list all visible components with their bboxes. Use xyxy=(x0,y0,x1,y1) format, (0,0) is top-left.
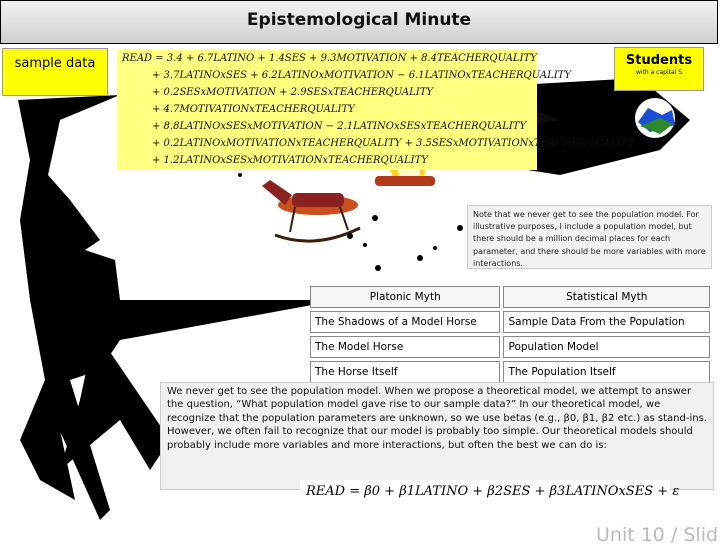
rocking-horse-icon xyxy=(262,180,360,241)
students-title: Students xyxy=(625,53,693,68)
theoretical-model-formula: READ = β0 + β1LATINO + β2SES + β3LATINOxSES + ε xyxy=(300,480,670,504)
header-platonic-myth: Platonic Myth xyxy=(310,286,500,308)
table-row xyxy=(310,361,710,383)
equation-line: + 4.7MOTIVATIONxTEACHERQUALITY xyxy=(152,104,355,115)
students-note: with a capital S xyxy=(635,69,683,76)
table-cell: Sample Data From the Population xyxy=(503,311,710,333)
explanation-paragraph: We never get to see the population model. When we propose a theoretical model, we attempt to answer the question, “What population model gave rise to our sample data?” In our theoretical model, we recognize that the population parameters are unknown, so we use betas (e.g., β0, β1, β2 etc.) as stand-ins. However, we often fail to recognize that our model is probably too simple. Our theoretical models should probably include more variables and more interactions, but often the best we can do is: xyxy=(160,382,714,490)
table-cell: The Population Itself xyxy=(503,361,710,383)
myth-table xyxy=(307,283,713,386)
table-cell: The Model Horse xyxy=(310,336,500,358)
table-row xyxy=(310,336,710,358)
page-title: Epistemological Minute xyxy=(246,10,472,30)
equation-line: + 0.2SESxMOTIVATION + 2.9SESxTEACHERQUALITY xyxy=(152,87,434,98)
equation-line: + 1.2LATINOxSESxMOTIVATIONxTEACHERQUALITY xyxy=(152,155,428,166)
table-cell: The Horse Itself xyxy=(310,361,500,383)
equation-line: + 0.2LATINOxMOTIVATIONxTEACHERQUALITY + 3.5SESxMOTIVATIONxTEACHERQUALITY xyxy=(152,138,634,149)
table-cell: The Shadows of a Model Horse xyxy=(310,311,500,333)
table-row xyxy=(310,311,710,333)
comet-head-icon xyxy=(635,98,675,138)
population-note: Note that we never get to see the population model. For illustrative purposes, I include a population model, but there should be a million decimal places for each parameter, and there should be more variables with more interactions. xyxy=(467,205,712,269)
table-header-row xyxy=(310,286,710,308)
table-cell: Population Model xyxy=(503,336,710,358)
equation-line: + 8.8LATINOxSESxMOTIVATION − 2.1LATINOxSESxTEACHERQUALITY xyxy=(152,121,527,132)
equation-line: + 3.7LATINOxSES + 6.2LATINOxMOTIVATION − 6.1LATINOxTEACHERQUALITY xyxy=(152,70,571,81)
sample-data-label: sample data xyxy=(2,48,108,96)
slide-footer: Unit 10 / Slid xyxy=(596,524,719,546)
equation-line: READ = 3.4 + 6.7LATINO + 1.4SES + 9.3MOTIVATION + 8.4TEACHERQUALITY xyxy=(122,53,537,64)
students-label xyxy=(614,47,704,91)
header-statistical-myth: Statistical Myth xyxy=(503,286,710,308)
